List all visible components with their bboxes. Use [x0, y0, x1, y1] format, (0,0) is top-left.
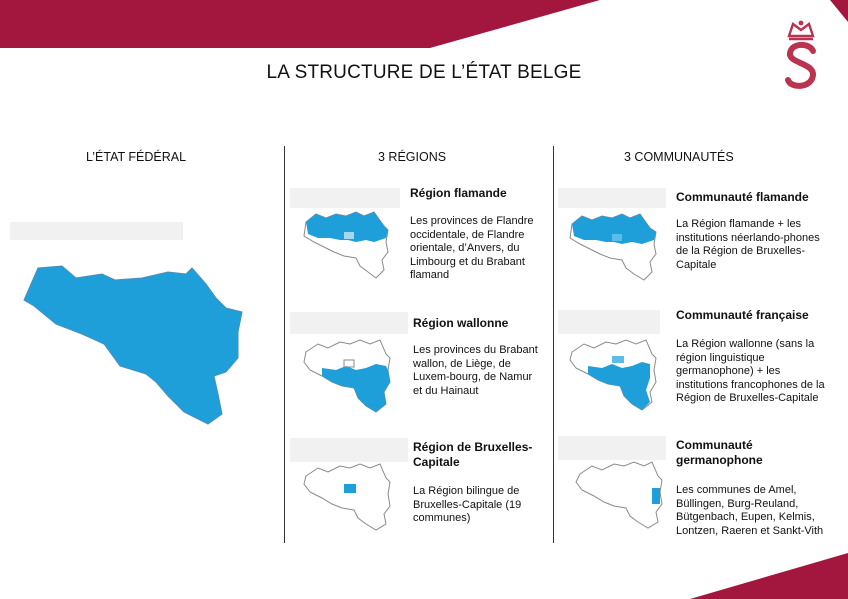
royal-crown-s-logo-icon — [780, 18, 822, 96]
federal-state-heading: L’ÉTAT FÉDÉRAL — [86, 150, 187, 164]
map-caption-placeholder — [290, 312, 408, 334]
flemish-region-map — [300, 208, 394, 280]
community-description: Les communes de Amel, Büllingen, Burg-Reuland, Bütgenbach, Eupen, Kelmis, Lontzen, Raeren et Sankt-Vith — [676, 484, 824, 537]
belgium-federal-map — [20, 256, 245, 426]
french-community-map — [566, 334, 662, 414]
map-caption-placeholder — [290, 438, 408, 462]
region-heading: Région wallonne — [413, 316, 509, 330]
walloon-region-map — [300, 334, 394, 416]
page-title: LA STRUCTURE DE L’ÉTAT BELGE — [266, 62, 582, 83]
column-divider-right — [553, 146, 554, 543]
german-speaking-community-map — [574, 460, 666, 530]
flemish-community-map — [566, 208, 662, 284]
bottom-crimson-band — [0, 553, 848, 599]
region-description: Les provinces de Flandre occidentale, de Flandre orientale, d’Anvers, du Limbourg et du Brabant flamand — [410, 215, 534, 281]
brussels-region-map — [300, 462, 394, 532]
column-divider-left — [284, 146, 285, 543]
region-description: La Région bilingue de Bruxelles-Capitale (19 communes) — [413, 485, 522, 524]
map-caption-placeholder — [558, 310, 660, 334]
regions-heading: 3 RÉGIONS — [378, 150, 447, 164]
region-heading: Région flamande — [410, 186, 507, 200]
map-caption-placeholder — [10, 222, 183, 240]
region-description: Les provinces du Brabant wallon, de Liège, de Luxem-bourg, de Namur et du Hainaut — [413, 344, 538, 397]
map-caption-placeholder — [558, 436, 666, 460]
community-description: La Région flamande + les institutions néerlando-phones de la Région de Bruxelles-Capitale — [676, 218, 820, 271]
community-heading: Communauté française — [676, 308, 809, 322]
community-heading: Communauté flamande — [676, 190, 809, 204]
community-heading: Communauté germanophone — [676, 438, 763, 467]
communities-heading: 3 COMMUNAUTÉS — [624, 150, 734, 164]
map-caption-placeholder — [558, 188, 666, 208]
map-caption-placeholder — [290, 188, 400, 208]
community-description: La Région wallonne (sans la région linguistique germanophone) + les institutions francophones de la Région de Bruxelles-Capitale — [676, 338, 825, 404]
region-heading: Région de Bruxelles-Capitale — [413, 440, 533, 469]
top-crimson-band — [0, 0, 848, 48]
